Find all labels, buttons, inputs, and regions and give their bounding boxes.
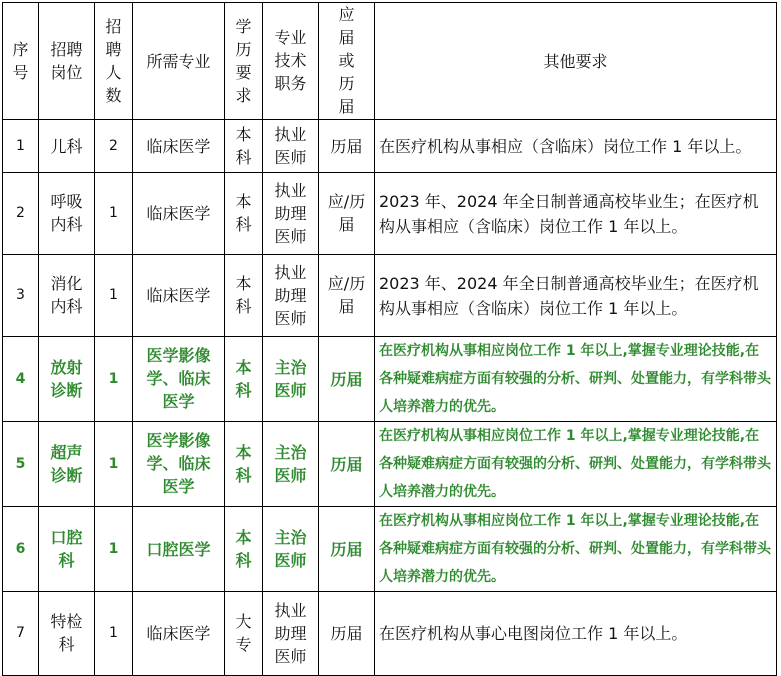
cell-count: 1: [95, 173, 133, 255]
cell-seq: 3: [3, 255, 39, 337]
cell-post: 消化内科: [39, 255, 95, 337]
cell-edu: 本科: [225, 422, 263, 507]
cell-major: 临床医学: [133, 120, 225, 173]
cell-major: 口腔医学: [133, 507, 225, 592]
header-status: 应届或历届: [319, 3, 375, 120]
header-other: 其他要求: [375, 3, 777, 120]
cell-count: 1: [95, 592, 133, 676]
cell-edu: 本科: [225, 255, 263, 337]
cell-other: 在医疗机构从事相应岗位工作 1 年以上,掌握专业理论技能,在各种疑难病症方面有较强的分析、研判、处置能力，有学科带头人培养潜力的优先。: [375, 422, 777, 507]
header-title: 专业技术职务: [263, 3, 319, 120]
cell-post: 超声诊断: [39, 422, 95, 507]
cell-other: 在医疗机构从事相应岗位工作 1 年以上,掌握专业理论技能,在各种疑难病症方面有较强的分析、研判、处置能力，有学科带头人培养潜力的优先。: [375, 337, 777, 422]
cell-seq: 2: [3, 173, 39, 255]
cell-title: 执业助理医师: [263, 592, 319, 676]
cell-major: 医学影像学、临床医学: [133, 422, 225, 507]
cell-status: 历届: [319, 592, 375, 676]
cell-edu: 本科: [225, 120, 263, 173]
cell-seq: 1: [3, 120, 39, 173]
cell-post: 儿科: [39, 120, 95, 173]
cell-count: 1: [95, 422, 133, 507]
header-major: 所需专业: [133, 3, 225, 120]
cell-title: 主治医师: [263, 507, 319, 592]
header-post: 招聘岗位: [39, 3, 95, 120]
cell-post: 口腔科: [39, 507, 95, 592]
recruitment-table: [2, 2, 777, 676]
cell-major: 临床医学: [133, 592, 225, 676]
cell-seq: 7: [3, 592, 39, 676]
cell-seq: 4: [3, 337, 39, 422]
cell-status: 历届: [319, 120, 375, 173]
cell-status: 应/历届: [319, 173, 375, 255]
cell-count: 1: [95, 337, 133, 422]
cell-major: 临床医学: [133, 255, 225, 337]
header-seq: 序号: [3, 3, 39, 120]
table-row: [3, 173, 777, 255]
cell-status: 历届: [319, 337, 375, 422]
cell-seq: 6: [3, 507, 39, 592]
cell-other: 在医疗机构从事相应岗位工作 1 年以上,掌握专业理论技能,在各种疑难病症方面有较强的分析、研判、处置能力，有学科带头人培养潜力的优先。: [375, 507, 777, 592]
cell-edu: 本科: [225, 337, 263, 422]
cell-other: 2023 年、2024 年全日制普通高校毕业生；在医疗机构从事相应（含临床）岗位工作 1 年以上。: [375, 173, 777, 255]
cell-other: 在医疗机构从事心电图岗位工作 1 年以上。: [375, 592, 777, 676]
table-row: [3, 255, 777, 337]
table-row: [3, 592, 777, 676]
header-edu: 学历要求: [225, 3, 263, 120]
cell-post: 呼吸内科: [39, 173, 95, 255]
cell-title: 主治医师: [263, 337, 319, 422]
cell-edu: 本科: [225, 507, 263, 592]
cell-title: 执业医师: [263, 120, 319, 173]
cell-title: 主治医师: [263, 422, 319, 507]
cell-status: 应/历届: [319, 255, 375, 337]
cell-other: 在医疗机构从事相应（含临床）岗位工作 1 年以上。: [375, 120, 777, 173]
cell-post: 特检科: [39, 592, 95, 676]
cell-major: 临床医学: [133, 173, 225, 255]
cell-title: 执业助理医师: [263, 173, 319, 255]
cell-seq: 5: [3, 422, 39, 507]
table-row: [3, 120, 777, 173]
cell-title: 执业助理医师: [263, 255, 319, 337]
cell-status: 历届: [319, 507, 375, 592]
cell-major: 医学影像学、临床医学: [133, 337, 225, 422]
table-row: [3, 507, 777, 592]
cell-other: 2023 年、2024 年全日制普通高校毕业生；在医疗机构从事相应（含临床）岗位工作 1 年以上。: [375, 255, 777, 337]
cell-post: 放射诊断: [39, 337, 95, 422]
cell-edu: 本科: [225, 173, 263, 255]
cell-count: 1: [95, 255, 133, 337]
header-count: 招聘人数: [95, 3, 133, 120]
cell-count: 2: [95, 120, 133, 173]
table-header-row: [3, 3, 777, 120]
cell-status: 历届: [319, 422, 375, 507]
cell-count: 1: [95, 507, 133, 592]
cell-edu: 大专: [225, 592, 263, 676]
table-row: [3, 422, 777, 507]
table-row: [3, 337, 777, 422]
